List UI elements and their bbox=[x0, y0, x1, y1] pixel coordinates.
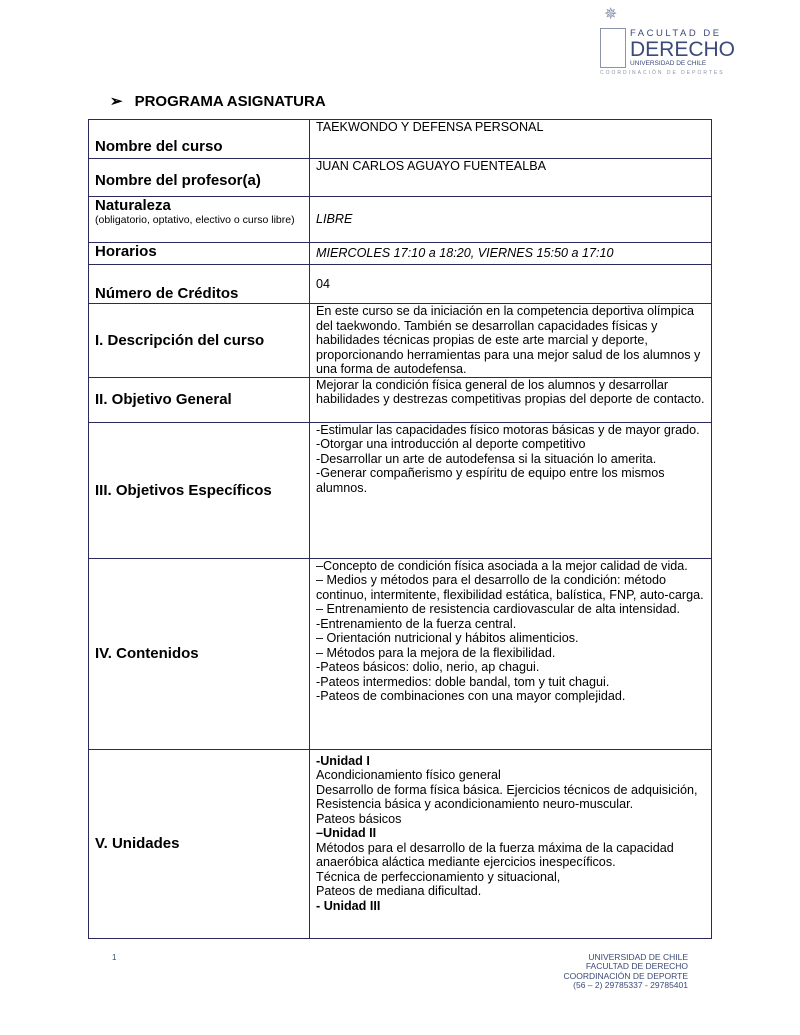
list-item: -Estimular las capacidades físico motoras básicas y de mayor grado. bbox=[316, 422, 700, 437]
table-row bbox=[89, 377, 712, 422]
row-label: V. Unidades bbox=[89, 749, 310, 938]
row-label: Nombre del curso bbox=[89, 120, 310, 159]
list-item: Desarrollo de forma física básica. Ejercicios técnicos de adquisición, Resistencia básica y acondicionamiento neuro-muscular. bbox=[316, 782, 698, 811]
page-footer bbox=[88, 953, 712, 991]
row-value: JUAN CARLOS AGUAYO FUENTEALBA bbox=[310, 159, 712, 197]
list-item: -Otorgar una introducción al deporte competitivo bbox=[316, 437, 586, 451]
list-item: Pateos de mediana dificultad. bbox=[316, 884, 482, 898]
row-value bbox=[310, 749, 712, 938]
footer-line: (56 – 2) 29785337 - 29785401 bbox=[573, 980, 688, 990]
row-value: MIERCOLES 17:10 a 18:20, VIERNES 15:50 a 17:10 bbox=[310, 243, 712, 265]
list-item: Pateos básicos bbox=[316, 811, 402, 826]
row-label: Horarios bbox=[89, 243, 310, 265]
logo-text bbox=[630, 28, 735, 68]
unit-heading: –Unidad II bbox=[316, 826, 377, 840]
table-row bbox=[89, 243, 712, 265]
footer-contact bbox=[563, 953, 688, 991]
table-row bbox=[89, 749, 712, 938]
list-item: – Orientación nutricional y hábitos alimenticios. bbox=[316, 631, 579, 645]
row-value bbox=[310, 422, 712, 558]
row-label: IV. Contenidos bbox=[89, 558, 310, 749]
list-item: Métodos para el desarrollo de la fuerza máxima de la capacidad anaeróbica aláctica mediante ejercicios inespecíficos. bbox=[316, 840, 674, 869]
list-item: -Generar compañerismo y espíritu de equipo entre los mismos alumnos. bbox=[316, 466, 665, 495]
list-item: – Métodos para la mejora de la flexibilidad. bbox=[316, 645, 556, 660]
heading-title: PROGRAMA ASIGNATURA bbox=[134, 93, 326, 110]
footer-line: COORDINACIÓN DE DEPORTE bbox=[563, 970, 688, 981]
label-subtext: (obligatorio, optativo, electivo o curso libre) bbox=[95, 214, 295, 226]
list-item: – Medios y métodos para el desarrollo de la condición: método continuo, intermitente, flexibilidad estática, balística, FNP, auto-carga. bbox=[316, 573, 704, 602]
label-text: Naturaleza bbox=[95, 197, 171, 214]
list-item: -Desarrollar un arte de autodefensa si la situación lo amerita. bbox=[316, 451, 657, 466]
shield-emblem-icon bbox=[600, 28, 626, 68]
list-item: – Entrenamiento de resistencia cardiovascular de alta intensidad. bbox=[316, 602, 681, 616]
row-value: LIBRE bbox=[310, 197, 712, 243]
list-item: -Pateos de combinaciones con una mayor complejidad. bbox=[316, 689, 626, 703]
logo-line2: DERECHO bbox=[630, 38, 736, 61]
table-row bbox=[89, 558, 712, 749]
table-row bbox=[89, 265, 712, 304]
table-row bbox=[89, 304, 712, 378]
row-label bbox=[89, 197, 310, 243]
logo-line1: FACULTAD DE bbox=[630, 28, 722, 39]
list-item: –Concepto de condición física asociada a la mejor calidad de vida. bbox=[316, 558, 688, 573]
page-number: 1 bbox=[112, 952, 117, 962]
list-item: -Pateos intermedios: doble bandal, tom y tuit chagui. bbox=[316, 674, 610, 689]
arrow-bullet-icon: ➢ bbox=[110, 93, 123, 110]
logo-line4: COORDINACIÓN DE DEPORTES bbox=[600, 70, 725, 76]
row-label: I. Descripción del curso bbox=[89, 304, 310, 378]
list-item: -Pateos básicos: dolio, nerio, ap chagui. bbox=[316, 660, 540, 674]
row-value: 04 bbox=[310, 265, 712, 304]
row-label: Nombre del profesor(a) bbox=[89, 159, 310, 197]
row-label: II. Objetivo General bbox=[89, 377, 310, 422]
row-label: Número de Créditos bbox=[89, 265, 310, 304]
course-table bbox=[88, 119, 712, 939]
row-value bbox=[310, 558, 712, 749]
row-value: Mejorar la condición física general de los alumnos y desarrollar habilidades y destrezas competitivas propias del deporte de contacto. bbox=[310, 377, 712, 422]
list-item: Técnica de perfeccionamiento y situacional, bbox=[316, 869, 561, 884]
section-heading bbox=[110, 93, 326, 111]
list-item: Acondicionamiento físico general bbox=[316, 768, 501, 782]
row-label: III. Objetivos Específicos bbox=[89, 422, 310, 558]
row-value: TAEKWONDO Y DEFENSA PERSONAL bbox=[310, 120, 712, 159]
star-emblem-icon: ✵ bbox=[604, 6, 618, 23]
table-row bbox=[89, 120, 712, 159]
footer-line: UNIVERSIDAD DE CHILE bbox=[588, 951, 688, 962]
faculty-logo bbox=[598, 6, 748, 82]
unit-heading: -Unidad I bbox=[316, 753, 370, 768]
row-value: En este curso se da iniciación en la competencia deportiva olímpica del taekwondo. También se desarrollan capacidades físicas y habilidades técnicas propias de este arte marcial y deporte, proporcionando herramientas para una mejor salud de los alumnos y una forma de autodefensa. bbox=[310, 304, 712, 378]
table-row bbox=[89, 159, 712, 197]
table-row bbox=[89, 422, 712, 558]
unit-heading: - Unidad III bbox=[316, 898, 381, 913]
list-item: -Entrenamiento de la fuerza central. bbox=[316, 616, 517, 631]
logo-line3: UNIVERSIDAD DE CHILE bbox=[630, 60, 707, 67]
content-area bbox=[88, 119, 712, 991]
table-row bbox=[89, 197, 712, 243]
footer-line: FACULTAD DE DERECHO bbox=[585, 961, 688, 971]
